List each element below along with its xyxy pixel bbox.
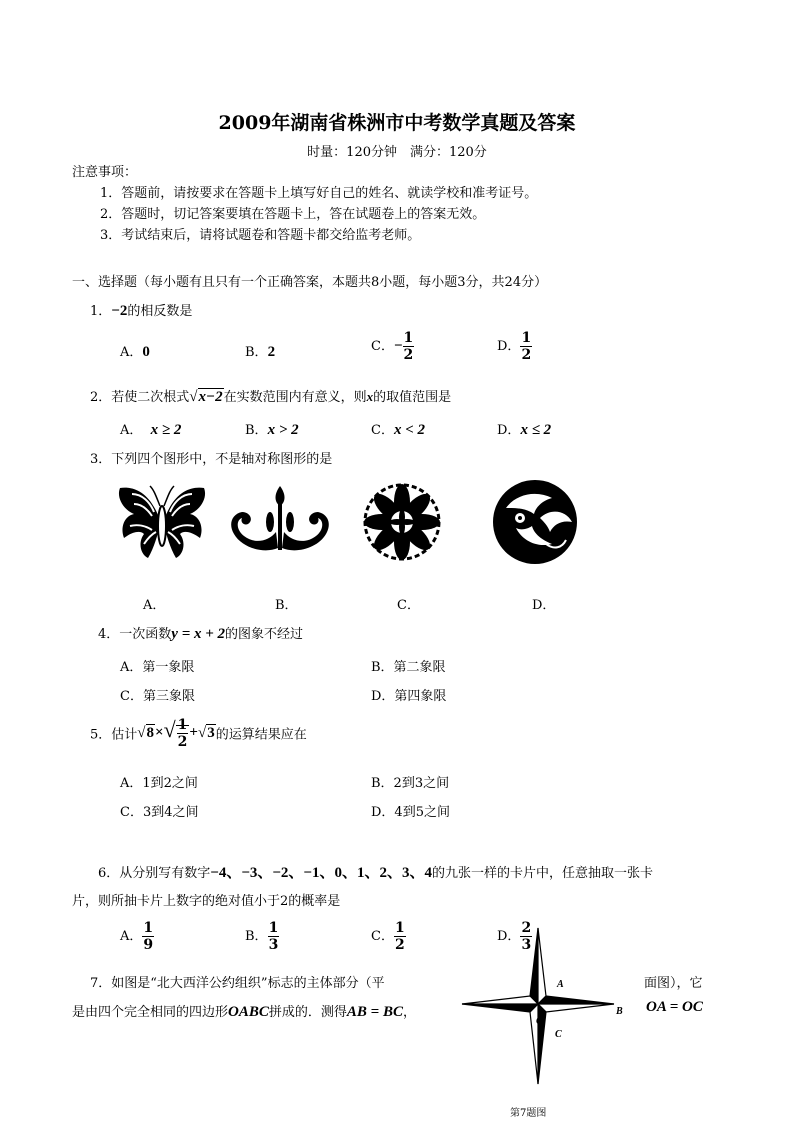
q5-option-d: D．4到5之间 bbox=[371, 805, 450, 820]
q2-option-a: A． x ≥ 2 bbox=[120, 422, 182, 438]
q2-option-d: D．x ≤ 2 bbox=[497, 422, 552, 438]
question-3: 3．下列四个图形中，不是轴对称图形的是 bbox=[90, 452, 333, 467]
fig-label-b: B bbox=[616, 1006, 623, 1017]
fig-label-o: O bbox=[536, 1016, 544, 1027]
q5-option-b: B．2到3之间 bbox=[371, 776, 450, 791]
q4-option-c: C．第三象限 bbox=[120, 689, 195, 704]
question-4: 4．一次函数y = x + 2的图象不经过 bbox=[98, 626, 304, 642]
q5-option-a: A．1到2之间 bbox=[120, 776, 198, 791]
q1-expr: −2 bbox=[111, 303, 128, 319]
question-7-line1a: 7．如图是“北大西洋公约组织”标志的主体部分（平 bbox=[90, 976, 385, 991]
exam-meta: 时量：120分钟 满分：120分 bbox=[307, 145, 487, 160]
figure-caption: 第7题图 bbox=[510, 1108, 547, 1119]
question-5: 5．估计√8×√ $\frac{1}{2}$ +√3的运算结果应在 bbox=[90, 717, 307, 750]
notice-item-2: 2．答题时，切记答案要填在答题卡上，答在试题卷上的答案无效。 bbox=[100, 207, 486, 222]
q1-option-d: D． $\frac{1}{2}$ bbox=[497, 330, 532, 363]
q1-number: 1． bbox=[90, 304, 112, 319]
q7-equation-oa-oc: OA = OC bbox=[646, 999, 703, 1015]
compass-star-figure bbox=[458, 924, 628, 1089]
q4-option-a: A．第一象限 bbox=[120, 660, 195, 675]
q3-label-c: C． bbox=[397, 598, 420, 613]
phoenix-circle-figure bbox=[486, 478, 584, 566]
notice-heading: 注意事项： bbox=[72, 165, 138, 180]
notice-item-1: 1．答题前，请按要求在答题卡上填写好自己的姓名、就读学校和准考证号。 bbox=[100, 186, 538, 201]
q4-option-b: B．第二象限 bbox=[371, 660, 446, 675]
butterfly-figure bbox=[114, 482, 210, 562]
question-6: 6．从分别写有数字−4、−3、−2、−1、0、1、2、3、4的九张一样的卡片中，任意抽取一张卡 bbox=[98, 865, 653, 881]
q6-option-b: B． $\frac{1}{3}$ bbox=[245, 920, 279, 953]
q3-label-d: D． bbox=[532, 598, 556, 613]
fleur-ornament-figure bbox=[224, 484, 336, 558]
q2-radical: √x−2 bbox=[189, 389, 223, 405]
q5-option-c: C．3到4之间 bbox=[120, 805, 199, 820]
q1-option-b: B．2 bbox=[245, 344, 276, 360]
question-7-line2: 是由四个完全相同的四边形OABC拼成的．测得AB = BC， bbox=[72, 1004, 416, 1020]
floral-circle-figure bbox=[358, 482, 446, 562]
question-1 bbox=[90, 300, 192, 320]
fig-label-c: C bbox=[555, 1029, 562, 1040]
q6-option-a: A． $\frac{1}{9}$ bbox=[120, 920, 154, 953]
section-heading: 一、选择题（每小题有且只有一个正确答案，本题共8小题，每小题3分，共24分） bbox=[72, 275, 548, 290]
question-6-line2: 片，则所抽卡片上数字的绝对值小于2的概率是 bbox=[72, 894, 341, 909]
q1-option-c: C．− $\frac{1}{2}$ bbox=[371, 330, 414, 363]
question-7-line1b: 面图），它 bbox=[644, 976, 703, 991]
q6-option-c: C． $\frac{1}{2}$ bbox=[371, 920, 405, 953]
q2-option-b: B．x > 2 bbox=[245, 422, 299, 438]
question-2: 2．若使二次根式√x−2在实数范围内有意义，则x的取值范围是 bbox=[90, 389, 452, 405]
q3-label-a: A． bbox=[143, 598, 166, 613]
notice-item-3: 3．考试结束后，请将试题卷和答题卡都交给监考老师。 bbox=[100, 228, 421, 243]
fig-label-a: A bbox=[557, 979, 564, 990]
q2-option-c: C．x < 2 bbox=[371, 422, 426, 438]
q6-option-d: D． $\frac{2}{3}$ bbox=[497, 920, 532, 953]
q4-option-d: D．第四象限 bbox=[371, 689, 447, 704]
q1-option-a: A．0 bbox=[120, 344, 150, 360]
q3-label-b: B． bbox=[275, 598, 298, 613]
page-title: 2009年湖南省株洲市中考数学真题及答案 bbox=[218, 112, 576, 134]
q1-text: 的相反数是 bbox=[127, 304, 193, 319]
